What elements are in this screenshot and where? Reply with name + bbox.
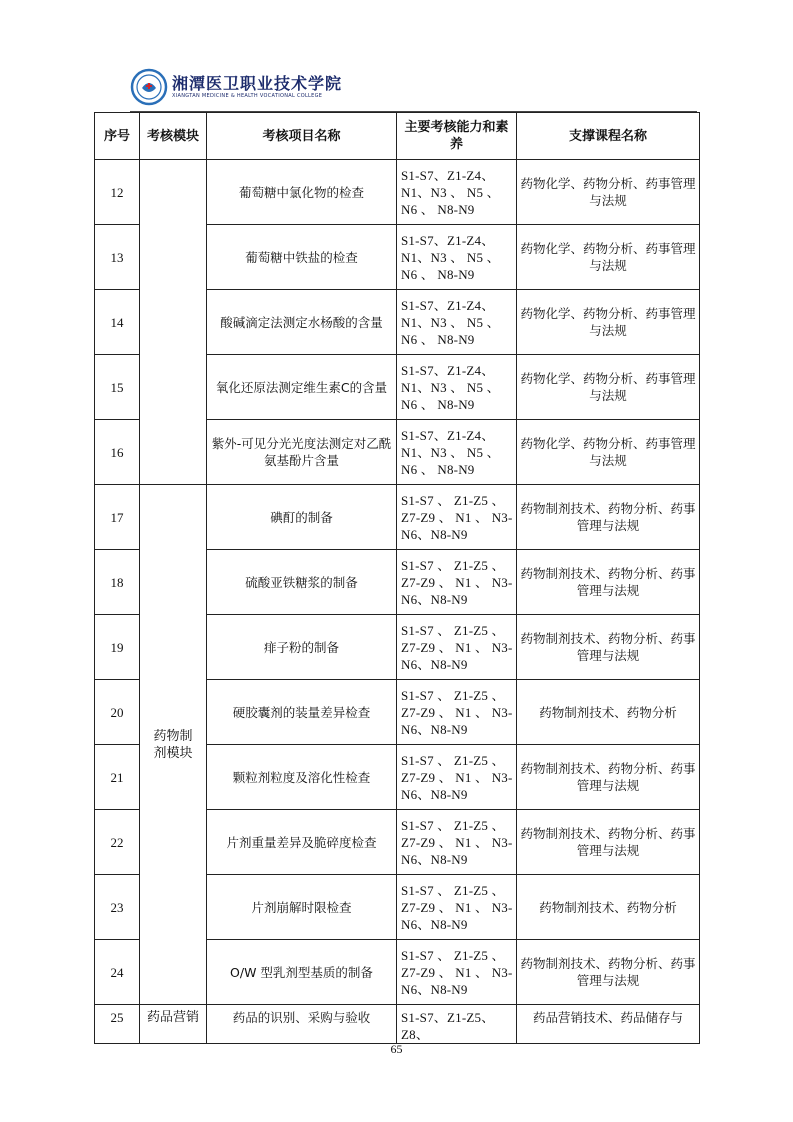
row-ability: S1-S7 、 Z1-Z5 、 Z7-Z9 、 N1 、 N3-N6、N8-N9 xyxy=(397,745,517,810)
header-no: 序号 xyxy=(95,113,140,160)
row-no: 20 xyxy=(95,680,140,745)
header-module: 考核模块 xyxy=(140,113,207,160)
row-ability: S1-S7、Z1-Z4、N1、N3 、 N5 、 N6 、 N8-N9 xyxy=(397,420,517,485)
row-ability: S1-S7、Z1-Z5、Z8、 xyxy=(397,1005,517,1044)
row-course: 药物制剂技术、药物分析、药事管理与法规 xyxy=(517,615,700,680)
row-project: 紫外-可见分光光度法测定对乙酰氨基酚片含量 xyxy=(207,420,397,485)
table-row xyxy=(95,1005,700,1044)
row-no: 25 xyxy=(95,1005,140,1044)
page-number: 65 xyxy=(390,1042,403,1056)
college-name: 湘潭医卫职业技术学院 xyxy=(172,73,343,93)
row-project: 硬胶囊剂的装量差异检查 xyxy=(207,680,397,745)
row-no: 18 xyxy=(95,550,140,615)
row-no: 24 xyxy=(95,940,140,1005)
header-course: 支撑课程名称 xyxy=(517,113,700,160)
table-row xyxy=(95,160,700,225)
row-ability: S1-S7 、 Z1-Z5 、 Z7-Z9 、 N1 、 N3-N6、N8-N9 xyxy=(397,940,517,1005)
row-ability: S1-S7 、 Z1-Z5 、 Z7-Z9 、 N1 、 N3-N6、N8-N9 xyxy=(397,485,517,550)
table-row xyxy=(95,485,700,550)
header-ability: 主要考核能力和素养 xyxy=(397,113,517,160)
row-course: 药物化学、药物分析、药事管理与法规 xyxy=(517,290,700,355)
row-ability: S1-S7、Z1-Z4、N1、N3 、 N5 、 N6 、 N8-N9 xyxy=(397,225,517,290)
row-module: 药品营销 xyxy=(140,1005,207,1044)
row-course: 药物制剂技术、药物分析、药事管理与法规 xyxy=(517,810,700,875)
row-ability: S1-S7 、 Z1-Z5 、 Z7-Z9 、 N1 、 N3-N6、N8-N9 xyxy=(397,810,517,875)
row-no: 15 xyxy=(95,355,140,420)
row-ability: S1-S7 、 Z1-Z5 、 Z7-Z9 、 N1 、 N3-N6、N8-N9 xyxy=(397,680,517,745)
row-project: 氧化还原法测定维生素C的含量 xyxy=(207,355,397,420)
row-course: 药品营销技术、药品储存与 xyxy=(517,1005,700,1044)
row-course: 药物制剂技术、药物分析 xyxy=(517,875,700,940)
row-project: 葡萄糖中氯化物的检查 xyxy=(207,160,397,225)
row-ability: S1-S7、Z1-Z4、N1、N3 、 N5 、 N6 、 N8-N9 xyxy=(397,355,517,420)
row-no: 19 xyxy=(95,615,140,680)
row-course: 药物制剂技术、药物分析、药事管理与法规 xyxy=(517,940,700,1005)
row-no: 23 xyxy=(95,875,140,940)
row-project: 酸碱滴定法测定水杨酸的含量 xyxy=(207,290,397,355)
row-project: 痱子粉的制备 xyxy=(207,615,397,680)
row-no: 22 xyxy=(95,810,140,875)
assessment-table xyxy=(94,112,700,1044)
row-project: 药品的识别、采购与验收 xyxy=(207,1005,397,1044)
table-header-row xyxy=(95,113,700,160)
row-project: O/W 型乳剂型基质的制备 xyxy=(207,940,397,1005)
row-course: 药物化学、药物分析、药事管理与法规 xyxy=(517,225,700,290)
row-no: 12 xyxy=(95,160,140,225)
header-project: 考核项目名称 xyxy=(207,113,397,160)
page-header xyxy=(130,66,342,108)
row-course: 药物制剂技术、药物分析、药事管理与法规 xyxy=(517,745,700,810)
row-no: 17 xyxy=(95,485,140,550)
row-project: 碘酊的制备 xyxy=(207,485,397,550)
row-project: 片剂崩解时限检查 xyxy=(207,875,397,940)
row-module: 药物制剂模块 xyxy=(140,485,207,1005)
row-course: 药物化学、药物分析、药事管理与法规 xyxy=(517,420,700,485)
row-project: 片剂重量差异及脆碎度检查 xyxy=(207,810,397,875)
row-ability: S1-S7、Z1-Z4、N1、N3 、 N5 、 N6 、 N8-N9 xyxy=(397,290,517,355)
row-ability: S1-S7、Z1-Z4、N1、N3 、 N5 、 N6 、 N8-N9 xyxy=(397,160,517,225)
row-module-empty xyxy=(140,160,207,485)
row-project: 颗粒剂粒度及溶化性检查 xyxy=(207,745,397,810)
row-course: 药物化学、药物分析、药事管理与法规 xyxy=(517,160,700,225)
college-name-english: XIANGTAN MEDICINE & HEALTH VOCATIONAL COLLEGE xyxy=(172,92,323,99)
row-ability: S1-S7 、 Z1-Z5 、 Z7-Z9 、 N1 、 N3-N6、N8-N9 xyxy=(397,615,517,680)
row-no: 16 xyxy=(95,420,140,485)
row-course: 药物制剂技术、药物分析、药事管理与法规 xyxy=(517,485,700,550)
row-ability: S1-S7 、 Z1-Z5 、 Z7-Z9 、 N1 、 N3-N6、N8-N9 xyxy=(397,550,517,615)
row-project: 葡萄糖中铁盐的检查 xyxy=(207,225,397,290)
row-no: 14 xyxy=(95,290,140,355)
row-no: 21 xyxy=(95,745,140,810)
row-course: 药物制剂技术、药物分析、药事管理与法规 xyxy=(517,550,700,615)
row-no: 13 xyxy=(95,225,140,290)
college-logo-icon xyxy=(130,68,168,106)
row-project: 硫酸亚铁糖浆的制备 xyxy=(207,550,397,615)
row-course: 药物化学、药物分析、药事管理与法规 xyxy=(517,355,700,420)
row-course: 药物制剂技术、药物分析 xyxy=(517,680,700,745)
row-ability: S1-S7 、 Z1-Z5 、 Z7-Z9 、 N1 、 N3-N6、N8-N9 xyxy=(397,875,517,940)
